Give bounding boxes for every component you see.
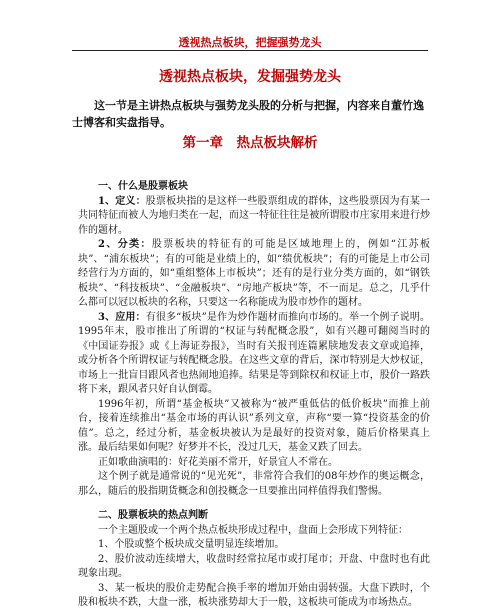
document-title: 透视热点板块，发掘强势龙头 — [159, 69, 341, 85]
paragraph-text: 这个例子就是通常说的“见光死”，非常符合我们的08年炒作的奥运概念，那么，随后的股指期货概念和创投概念一旦要推出同样值得我们警惕。 — [78, 471, 430, 497]
section-heading: 一、什么是股票板块 — [98, 181, 188, 192]
running-header: 透视热点板块，把握强势龙头 — [178, 36, 322, 49]
header-divider — [72, 50, 428, 51]
paragraph-text: 股票板块的特征有的可能是区域地理上的，例如“江苏板块”、“浦东板块”；有的可能是业绩上的，如“绩优板块”；有的可能是上市公司经营行为方面的，如“重组整体上市板块”；还有的是行业分类方面的，如“钢铁板块”、“科技板块”、“金融板块”、“房地产板块”等，不一而足。总之，几乎什么都可以冠以板块的名称，只要这一名称能成为股市炒作的题材。 — [78, 239, 430, 308]
paragraph-label: 1、定义： — [98, 195, 146, 207]
paragraph-text: 3、某一板块的股价走势配合换手率的增加开始由弱转强。大盘下跌时，个股和板块不跌，大盘一涨，板块涨势却大于一般，这板块可能成为市场热点。 — [78, 582, 430, 608]
paragraph-text: 1996年初，所谓“基金板块”又被称为“被严重低估的低价板块”而推上前台，接着连续推出“基金市场的再认识”系列文章，声称“要一算“投资基金的价值”。总之，经过分析，基金板块被认为是最好的投资对象，随后价格果真上涨。最后结果如何呢？好梦并不长，没过几天，基金又跌了回去。 — [78, 398, 430, 453]
chapter-heading: 第一章 热点板块解析 — [182, 135, 318, 151]
section-heading: 二、股票板块的热点判断 — [98, 510, 208, 521]
paragraph — [78, 456, 430, 471]
paragraph — [78, 538, 430, 553]
paragraph — [78, 238, 430, 311]
paragraph-text: 正如歌曲演唱的：好花美丽不常开，好景宜人不常在。 — [98, 456, 338, 468]
paragraph-text: 一个主题股或一个两个热点板块形成过程中，盘面上会形成下列特征： — [98, 524, 408, 536]
paragraph-text: 股票板块指的是这样一些股票组成的群体，这些股票因为有某一共同特征而被人为地归类在一起，而这一特征往往是被所谓股市庄家用来进行炒作的题材。 — [78, 195, 430, 236]
paragraph-text: 有很多“板块”是作为炒作题材而推向市场的。举一个例子说明。1995年末，股市推出了所谓的“权证与转配概念股”，如有兴趣可翻阅当时的《中国证券报》或《上海证券报》，当时有关报刊连篇累牍地发表文章或追捧，或分析各个所谓权证与转配概念股。在这些文章的背后，深市特别是大炒权证，市场上一批盲目跟风者也热闹地追捧。结果是等到除权和权证上市，股价一路跌将下来，跟风者只好自认倒霉。 — [78, 311, 430, 395]
paragraph-text: 1、个股或整个板块成交量明显连续增加。 — [98, 539, 285, 550]
paragraph — [78, 311, 430, 398]
paragraph-label: 3、应用： — [98, 311, 146, 323]
paragraph — [78, 195, 430, 239]
paragraph — [78, 582, 430, 611]
paragraph-text: 2、股价波动连续增大，收盘时经常拉尾市或打尾市；开盘、中盘时也有此现象出现。 — [78, 553, 430, 579]
paragraph — [78, 470, 430, 499]
intro-paragraph: 这一节是主讲热点板块与强势龙头股的分析与把握，内容来自董竹逸士博客和实盘指导。 — [72, 99, 424, 129]
paragraph — [78, 398, 430, 456]
body-text — [78, 180, 430, 611]
paragraph — [78, 524, 430, 539]
paragraph — [78, 553, 430, 582]
paragraph-label: 2、分类： — [98, 239, 152, 250]
